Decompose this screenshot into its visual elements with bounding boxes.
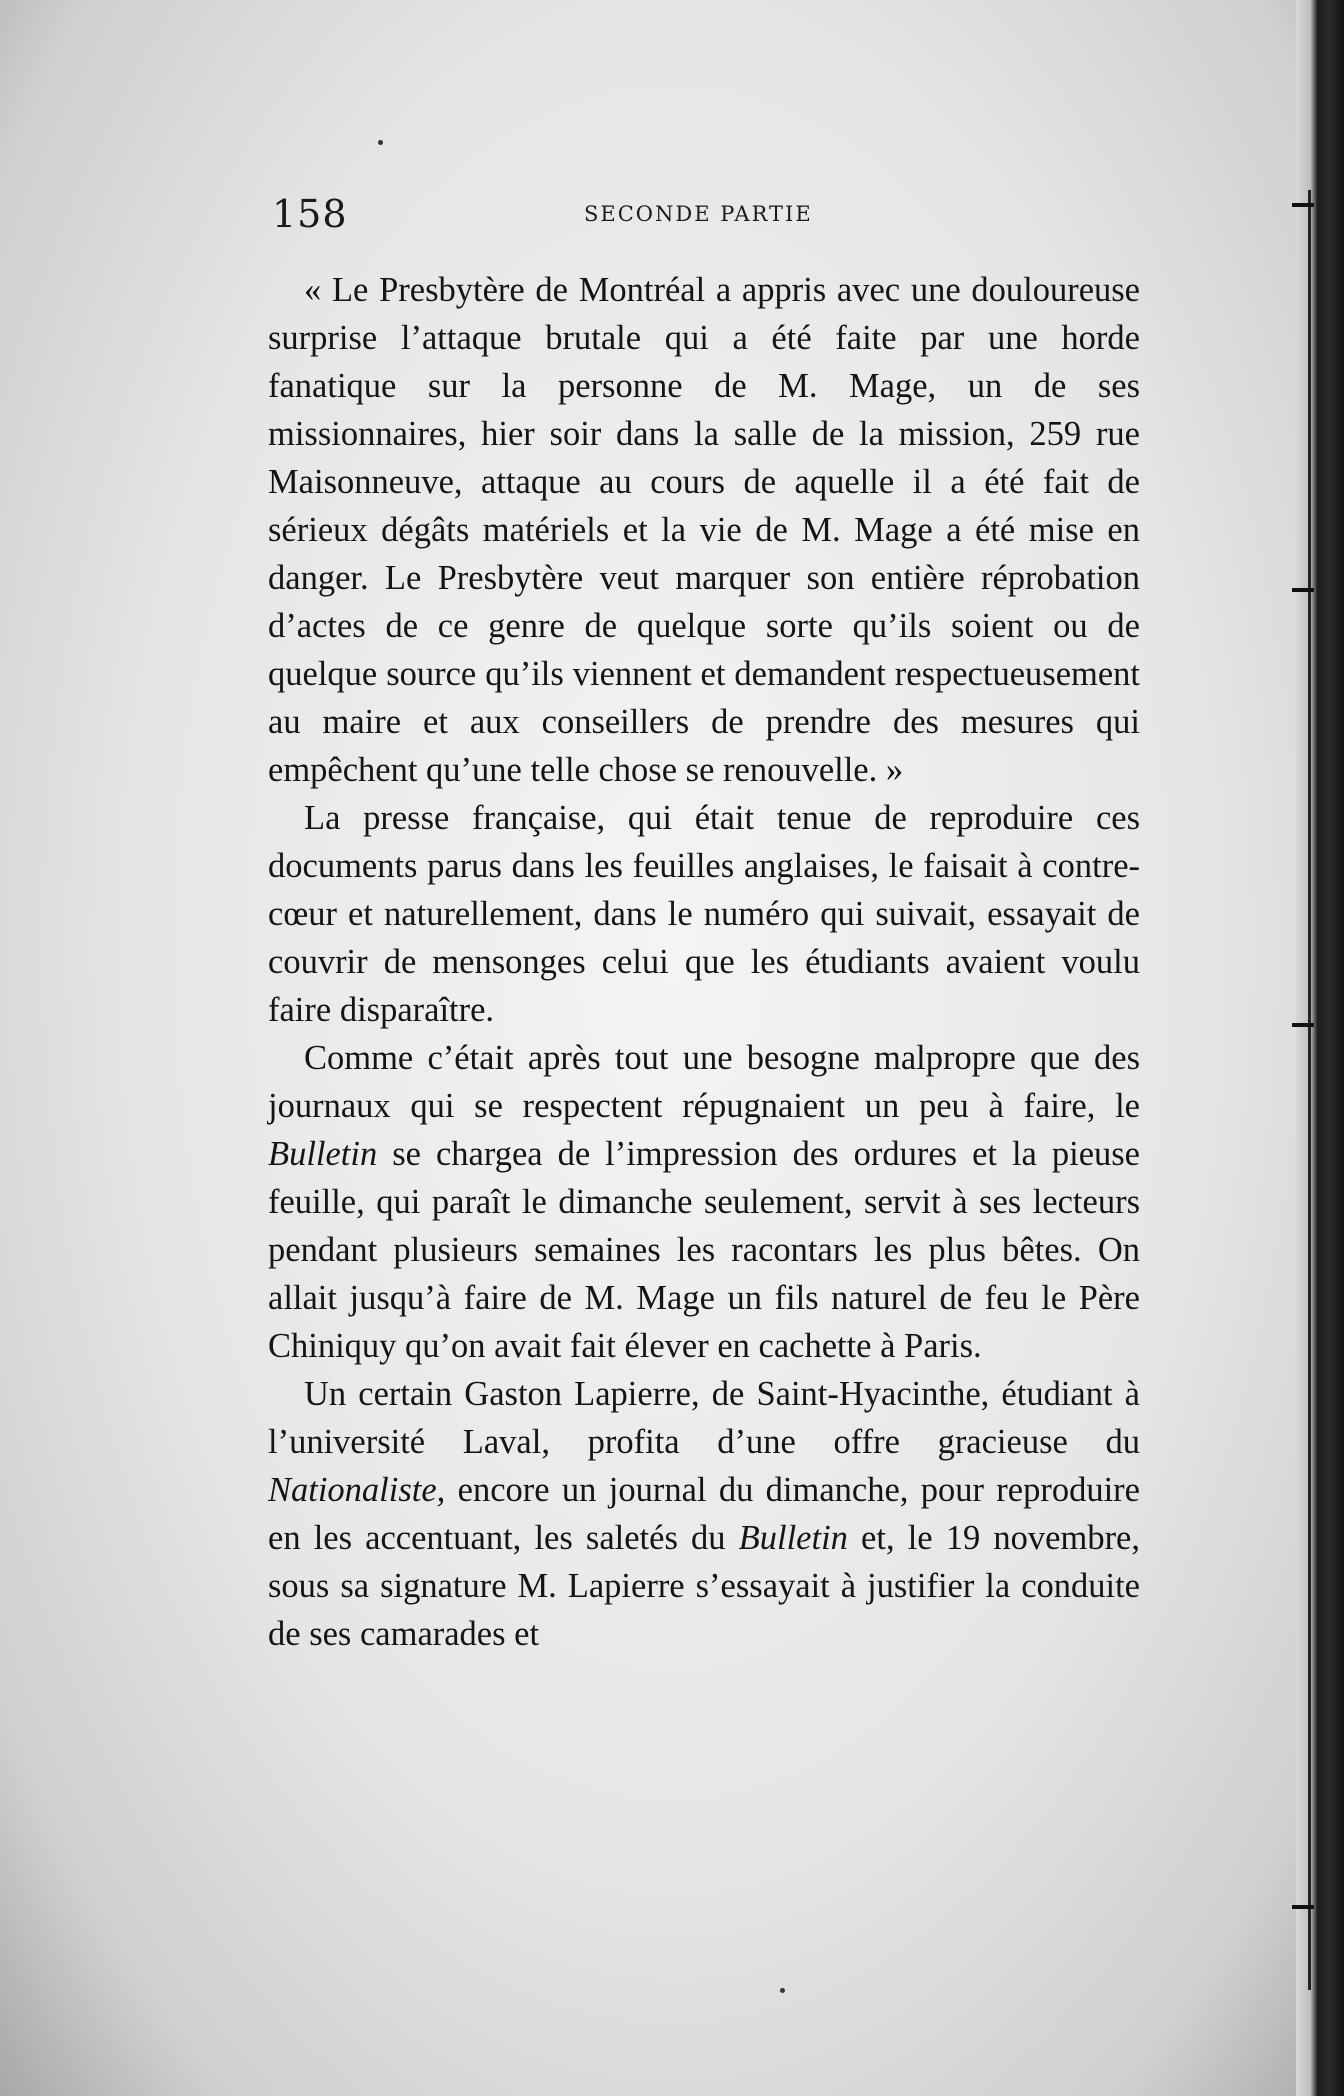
paragraph-text: « Le Presbytère de Montréal a appris avec une douloureuse surprise l’attaque brutale qui a été faite par une horde fanatique sur la personne de M. Mage, un de ses missionnaires, hier soir dans la salle de la mission, 259 rue Maisonneuve, attaque au cours de aquelle il a été fait de sérieux dégâts matériels et la vie de M. Mage a été mise en danger. Le Presbytère veut marquer son entière réprobation d’actes de ce genre de quelque sorte qu’ils soient ou de quelque source qu’ils viennent et demandent respectueusement au maire et aux conseillers de prendre des mesures qui empêchent qu’une telle chose se renouvelle. »: [268, 271, 1140, 789]
dust-speck: [378, 140, 383, 145]
paragraph-text: encore un journal du dimanche, pour reproduire en les accentuant, les saletés du: [268, 1471, 1140, 1557]
binding-mark: [1292, 588, 1314, 592]
dust-speck: [780, 1988, 785, 1993]
paragraph: [268, 266, 1140, 794]
paragraph-text: et, le 19 novembre, sous sa signature M. Lapierre s’essayait à justifier la conduite de ses camarades et: [268, 1519, 1140, 1653]
book-binding-edge: [1296, 0, 1344, 2096]
paragraph: [268, 1370, 1140, 1658]
paragraph-text: La presse française, qui était tenue de reproduire ces documents parus dans les feuilles anglaises, le faisait à contre-cœur et naturellement, dans le numéro qui suivait, essayait de couvrir de mensonges celui que les étudiants avaient voulu faire disparaître.: [268, 799, 1140, 1029]
running-head: SECONDE PARTIE: [584, 202, 813, 226]
page-header: [272, 192, 1142, 242]
paragraph: [268, 794, 1140, 1034]
paragraph-text: se chargea de l’impression des ordures et la pieuse feuille, qui paraît le dimanche seulement, servit à ses lecteurs pendant plusieurs semaines les racontars les plus bêtes. On allait jusqu’à faire de M. Mage un fils naturel de feu le Père Chiniquy qu’on avait fait élever en cachette à Paris.: [268, 1135, 1140, 1365]
binding-mark: [1292, 1905, 1314, 1909]
page-number: 158: [272, 192, 348, 236]
paragraph: [268, 1034, 1140, 1370]
paragraph-text: Un certain Gaston Lapierre, de Saint-Hyacinthe, étudiant à l’université Laval, profita d’une offre gracieuse du: [268, 1375, 1140, 1461]
body-text: [268, 266, 1140, 1658]
italic-title: Bulletin: [738, 1519, 848, 1557]
binding-mark: [1292, 203, 1314, 207]
italic-title: Nationaliste,: [268, 1471, 446, 1509]
binding-mark: [1292, 1023, 1314, 1027]
paragraph-text: Comme c’était après tout une besogne malpropre que des journaux qui se respectent répugnaient un peu à faire, le: [268, 1039, 1140, 1125]
italic-title: Bulletin: [268, 1135, 378, 1173]
